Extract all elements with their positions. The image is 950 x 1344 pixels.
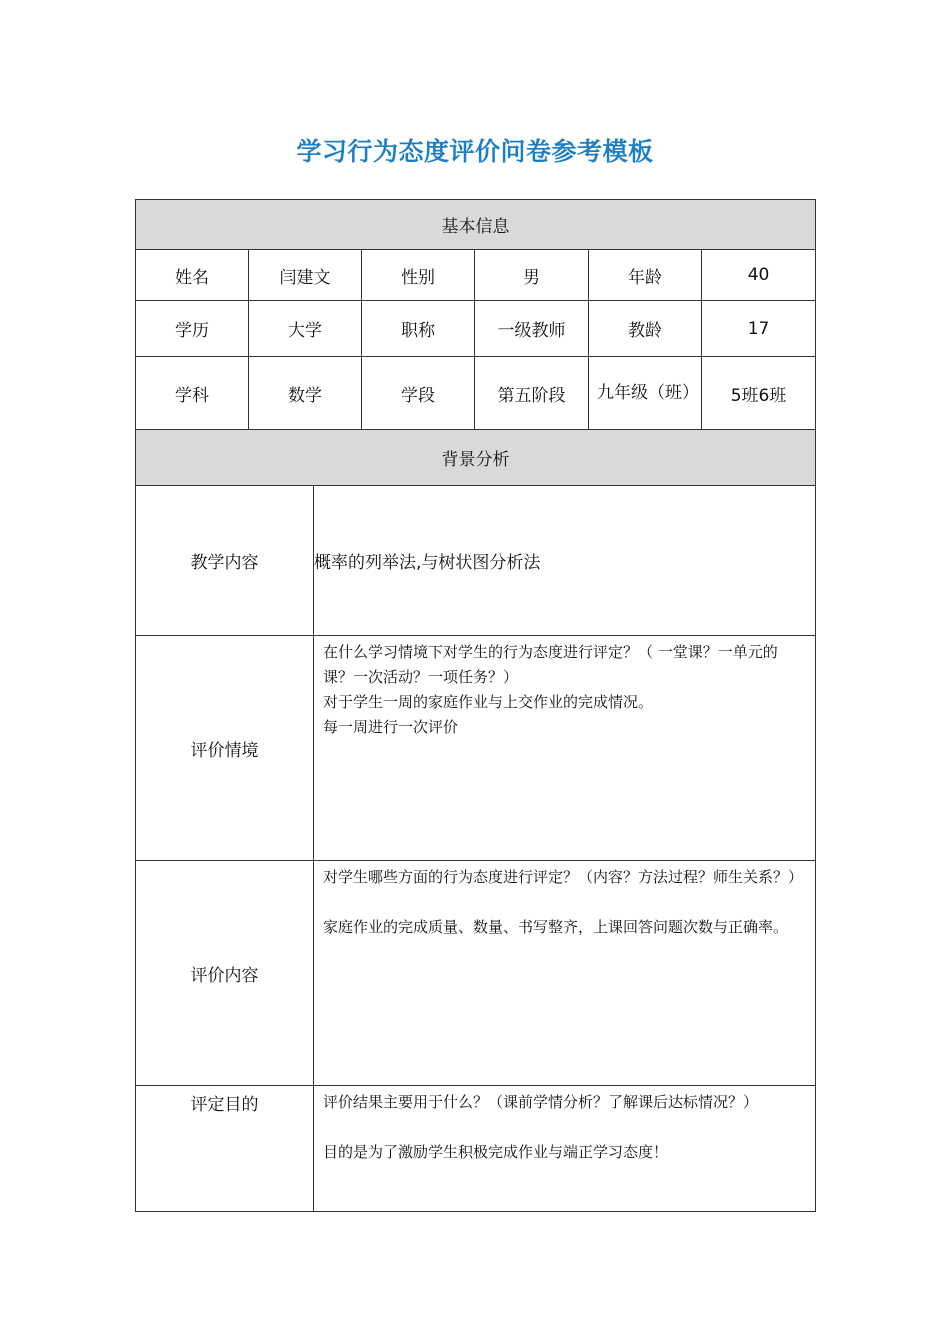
value-subject: 数学 (249, 357, 362, 430)
value-teaching-years: 17 (702, 301, 816, 357)
label-name: 姓名 (136, 250, 249, 301)
label-stage: 学段 (362, 357, 475, 430)
value-evaluation-purpose (314, 1086, 816, 1212)
value-stage: 第五阶段 (475, 357, 589, 430)
situation-answer: 对于学生一周的家庭作业与上交作业的完成情况。 (323, 693, 654, 711)
value-gender: 男 (475, 250, 589, 301)
section-header-basic (136, 200, 816, 250)
basic-info-row (136, 301, 816, 357)
evaluation-answer: 家庭作业的完成质量、数量、书写整齐，上课回答问题次数与正确率。 (323, 918, 789, 936)
label-teaching-years: 教龄 (589, 301, 702, 357)
evaluation-question: 对学生哪些方面的行为态度进行评定？（内容？方法过程？师生关系？） (323, 868, 804, 886)
analysis-row-evaluation (136, 861, 816, 1086)
label-evaluation-purpose: 评定目的 (136, 1086, 314, 1212)
label-teaching-content: 教学内容 (136, 486, 314, 636)
evaluation-spacer (323, 890, 807, 915)
label-gender: 性别 (362, 250, 475, 301)
value-evaluation-situation (314, 636, 816, 861)
basic-info-row (136, 357, 816, 430)
analysis-row-situation (136, 636, 816, 861)
section-header-background (136, 430, 816, 486)
label-age: 年龄 (589, 250, 702, 301)
value-class: 5班6班 (702, 357, 816, 430)
label-evaluation-situation: 评价情境 (136, 636, 314, 861)
value-age: 40 (702, 250, 816, 301)
label-evaluation-content: 评价内容 (136, 861, 314, 1086)
evaluation-form-table (135, 199, 816, 1212)
value-name: 闫建文 (249, 250, 362, 301)
purpose-answer: 目的是为了激励学生积极完成作业与端正学习态度！ (323, 1143, 669, 1161)
value-evaluation-content (314, 861, 816, 1086)
analysis-row-purpose (136, 1086, 816, 1212)
section-title-basic: 基本信息 (136, 200, 816, 250)
basic-info-row (136, 250, 816, 301)
situation-question: 在什么学习情境下对学生的行为态度进行评定？（ 一堂课？一单元的课？一次活动？一项任务？） (323, 643, 778, 686)
value-education: 大学 (249, 301, 362, 357)
situation-frequency: 每一周进行一次评价 (323, 718, 459, 736)
analysis-row-content (136, 486, 816, 636)
label-subject: 学科 (136, 357, 249, 430)
page-title: 学习行为态度评价问卷参考模板 (296, 137, 654, 166)
label-title: 职称 (362, 301, 475, 357)
label-grade-class: 九年级（班） (589, 357, 702, 430)
purpose-question: 评价结果主要用于什么？（课前学情分析？了解课后达标情况？） (323, 1093, 759, 1111)
value-title: 一级教师 (475, 301, 589, 357)
label-education: 学历 (136, 301, 249, 357)
purpose-spacer (323, 1115, 807, 1140)
section-title-background: 背景分析 (136, 430, 816, 486)
value-teaching-content: 概率的列举法,与树状图分析法 (314, 486, 816, 636)
